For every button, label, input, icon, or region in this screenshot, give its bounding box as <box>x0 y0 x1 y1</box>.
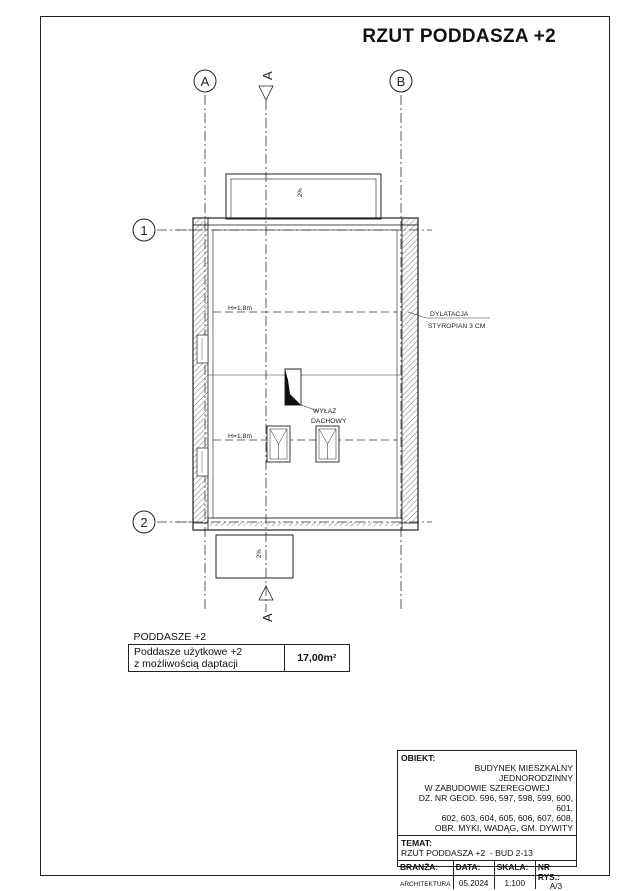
axis-label-2: 2 <box>140 515 148 530</box>
temat-value: RZUT PODDASZA +2 - BUD 2-13 <box>401 848 533 858</box>
height-label-lower: H=1,8m <box>228 433 252 440</box>
axis-label-b: B <box>396 74 406 89</box>
area-row <box>129 645 350 672</box>
slope-bottom: 2% <box>257 549 263 558</box>
wylaz-line1: WYŁAZ <box>313 408 337 415</box>
branza-cell <box>398 861 454 889</box>
branza-value: ARCHITEKTURA <box>400 881 451 888</box>
skala-cell <box>495 861 536 889</box>
title-block-temat <box>398 836 576 861</box>
obiekt-line: BUDYNEK MIESZKALNY JEDNORODZINNY <box>474 763 573 783</box>
area-label-line2: z możliwością daptacji <box>134 658 238 670</box>
height-label-upper: H=1,8m <box>228 305 252 312</box>
area-label <box>129 645 285 672</box>
obiekt-line: 602, 603, 604, 605, 606, 607, 608, <box>441 813 573 823</box>
skala-value: 1:100 <box>504 879 526 888</box>
axis-bubble-a <box>194 70 216 92</box>
section-marker-bottom <box>259 586 275 622</box>
data-cell <box>454 861 495 889</box>
area-table <box>128 630 350 672</box>
title-block-obiekt <box>398 751 576 836</box>
skala-label: SKALA: <box>496 862 529 872</box>
nr-rys-cell <box>536 861 576 889</box>
obiekt-label: OBIEKT: <box>401 753 436 763</box>
area-label-line1: Poddasze użytkowe +2 <box>134 646 243 658</box>
area-value: 17,00m² <box>284 645 349 672</box>
axis-label-1: 1 <box>140 223 148 238</box>
nr-rys-value: A/3 <box>549 882 563 891</box>
balcony-top <box>226 174 381 219</box>
axis-bubble-2 <box>133 511 155 533</box>
drawing-title: RZUT PODDASZA +2 <box>362 26 556 47</box>
title-block-footer <box>398 861 576 889</box>
section-label-bottom: A <box>260 613 275 622</box>
nr-rys-label: NR RYS.: <box>537 862 560 882</box>
obiekt-line: W ZABUDOWIE SZEREGOWEJ <box>424 783 550 793</box>
dylatacja-line1: DYLATACJA <box>430 311 469 318</box>
attic-walls <box>193 218 418 530</box>
axis-bubble-b <box>390 70 412 92</box>
area-table-header: PODDASZE +2 <box>133 631 207 643</box>
wylaz-line2: DACHOWY <box>311 418 347 425</box>
balcony-bottom <box>216 535 293 578</box>
roof-window-left <box>267 426 290 462</box>
roof-window-right <box>316 426 339 462</box>
section-label-top: A <box>260 71 275 80</box>
section-marker-top <box>259 71 275 100</box>
temat-label: TEMAT: <box>401 838 432 848</box>
title-block <box>397 750 577 891</box>
dylatacja-line2: STYROPIAN 3 CM <box>428 323 486 330</box>
obiekt-line: OBR. MYKI, WADĄG, GM. DYWITY <box>434 823 573 833</box>
data-label: DATA: <box>455 862 481 872</box>
slope-top: 2% <box>298 188 304 197</box>
data-value: 05.2024 <box>458 879 489 888</box>
axis-bubble-1 <box>133 219 155 241</box>
axis-label-a: A <box>200 74 210 89</box>
obiekt-line: DZ. NR GEOD. 596, 597, 598, 599, 600, 601, <box>418 793 573 813</box>
branza-label: BRANŻA: <box>400 862 439 872</box>
